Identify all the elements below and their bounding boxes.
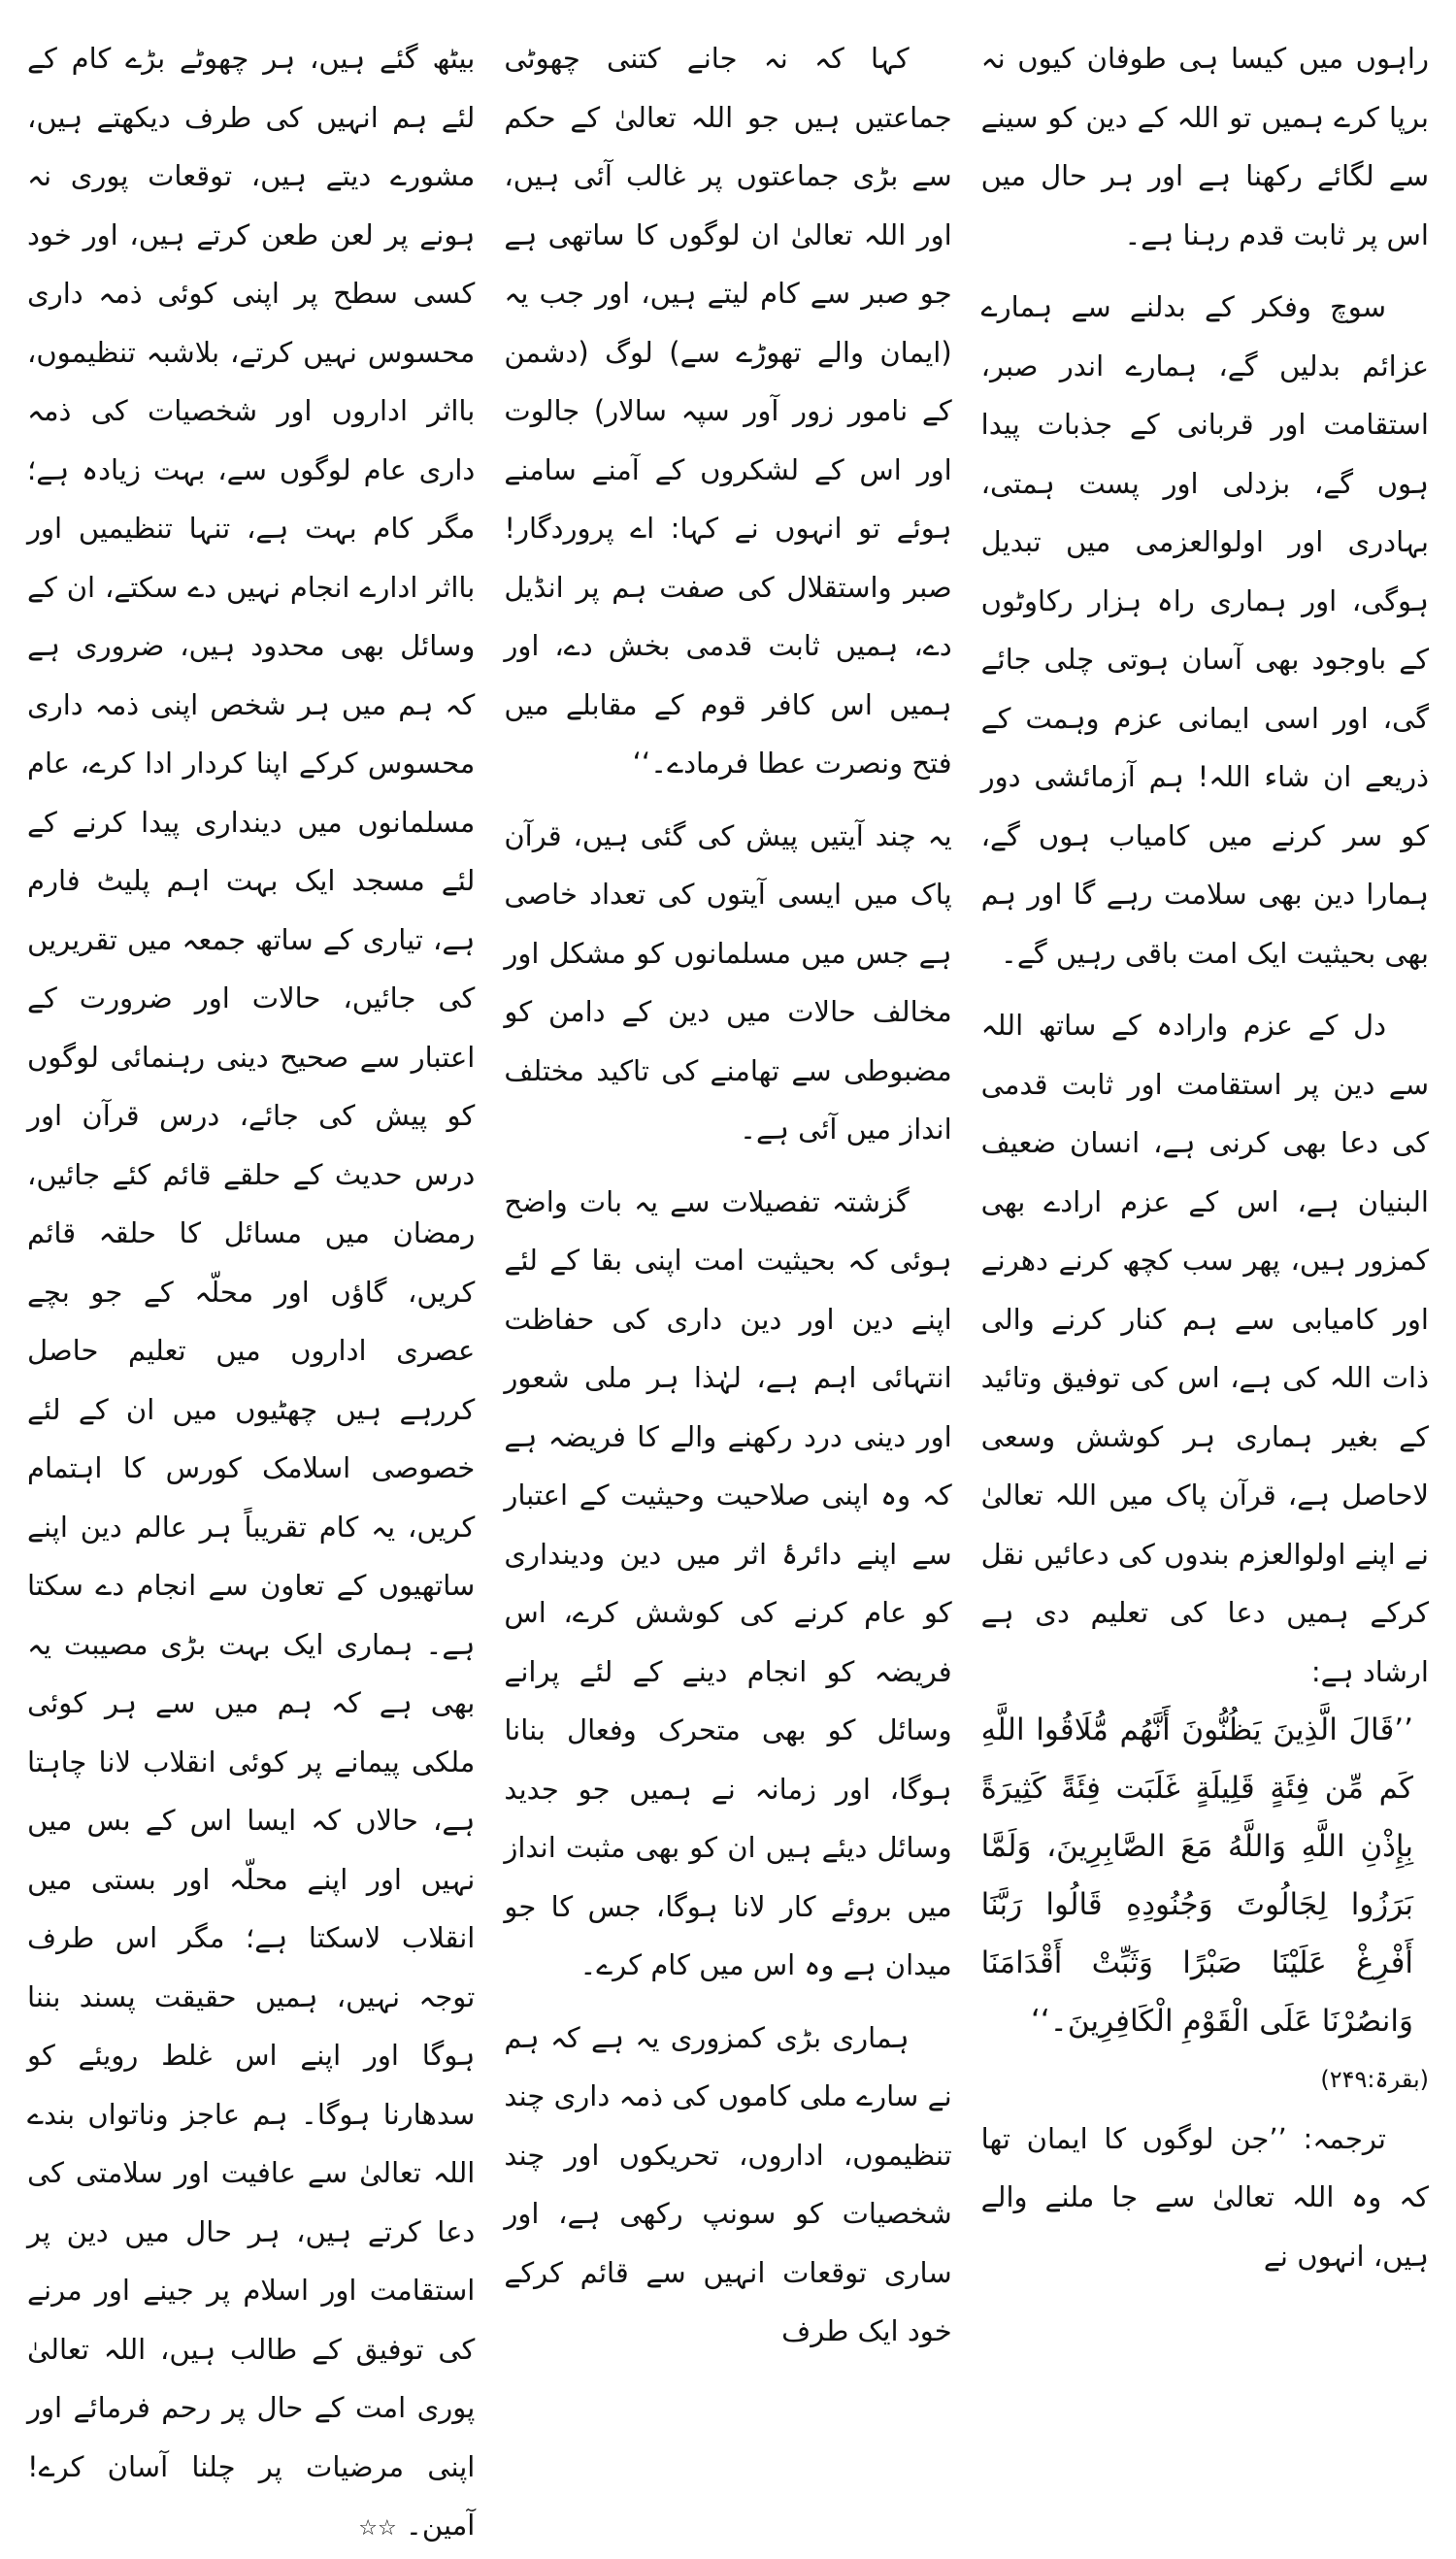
end-mark: ☆☆ — [358, 2516, 397, 2541]
column-left — [27, 29, 476, 2542]
paragraph: یہ چند آیتیں پیش کی گئی ہیں، قرآن پاک میں ایسی آیتوں کی تعداد خاصی ہے جس میں مسلمانوں کو مشکل اور مخالف حالات میں دین کے دامن کو مضبوطی سے تھامنے کی تاکید مختلف انداز میں آئی ہے۔ — [504, 818, 952, 1146]
paragraph-text: بیٹھ گئے ہیں، ہر چھوٹے بڑے کام کے لئے ہم انہیں کی طرف دیکھتے ہیں، مشورے دیتے ہیں، توقعات پوری نہ ہونے پر لعن طعن کرتے ہیں، اور خود کسی سطح پر اپنی کوئی ذمہ داری محسوس نہیں کرتے، بلاشبہ تنظیموں، بااثر اداروں اور شخصیات کی ذمہ داری عام لوگوں سے، بہت زیادہ ہے؛ مگر کام بہت ہے، تنہا تنظیمیں اور بااثر ادارے انجام نہیں دے سکتے، ان کے وسائل بھی محدود ہیں، ضروری ہے کہ ہم میں ہر شخص اپنی ذمہ داری محسوس کرکے اپنا کردار ادا کرے، عام مسلمانوں میں دینداری پیدا کرنے کے لئے مسجد ایک بہت اہم پلیٹ فارم ہے، تیاری کے ساتھ جمعہ میں تقریریں کی جائیں، حالات اور ضرورت کے اعتبار سے صحیح دینی رہنمائی لوگوں کو پیش کی جائے، درس قرآن اور درس حدیث کے حلقے قائم کئے جائیں، رمضان میں مسائل کا حلقہ قائم کریں، گاؤں اور محلّہ کے جو بچے عصری اداروں میں تعلیم حاصل کررہے ہیں چھٹیوں میں ان کے لئے خصوصی اسلامک کورس کا اہتمام کریں، یہ کام تقریباً ہر عالم دین اپنے ساتھیوں کے تعاون سے انجام دے سکتا ہے۔ ہماری ایک بہت بڑی مصیبت یہ بھی ہے کہ ہم میں سے ہر کوئی ملکی پیمانے پر کوئی انقلاب لانا چاہتا ہے، حالاں کہ ایسا اس کے بس میں نہیں اور اپنے محلّہ اور بستی میں انقلاب لاسکتا ہے؛ مگر اس طرف توجہ نہیں، ہمیں حقیقت پسند بننا ہوگا اور اپنے اس غلط رویئے کو سدھارنا ہوگا۔ ہم عاجز وناتواں بندے اللہ تعالیٰ سے عافیت اور سلامتی کی دعا کرتے ہیں، ہر حال میں دین پر استقامت اور اسلام پر جینے اور مرنے کی توفیق کے طالب ہیں، اللہ تعالیٰ پوری امت کے حال پر رحم فرمائے اور اپنی مرضیات پر چلنا آسان کرے! آمین۔ — [27, 42, 476, 2542]
paragraph — [27, 29, 475, 2559]
paragraph: سوچ وفکر کے بدلنے سے ہمارے عزائم بدلیں گے، ہمارے اندر صبر، استقامت اور قربانی کے جذبات پیدا ہوں گے، بزدلی اور پست ہمتی، بہادری اور اولوالعزمی میں تبدیل ہوگی، اور ہماری راہ ہزار رکاوٹوں کے باوجود بھی آسان ہوتی چلی جائے گی، اور اسی ایمانی عزم وہمت کے ذریعے ان شاء اللہ! ہم آزمائشی دور کو سر کرنے میں کامیاب ہوں گے، ہمارا دین بھی سلامت رہے گا اور ہم بھی بحیثیت ایک امت باقی رہیں گے۔ — [980, 290, 1429, 970]
quran-verse: ’’قَالَ الَّذِينَ يَظُنُّونَ أَنَّهُم مُّلَاقُوا اللَّهِ كَم مِّن فِئَةٍ قَلِيلَةٍ غَلَبَت فِئَةً كَثِيرَةً بِإِذْنِ اللَّهِ وَاللَّهُ مَعَ الصَّابِرِينَ، وَلَمَّا بَرَزُوا لِجَالُوتَ وَجُنُودِهِ قَالُوا رَبَّنَا أَفْرِغْ عَلَيْنَا صَبْرًا وَثَبِّتْ أَقْدَامَنَا وَانصُرْنَا عَلَى الْقَوْمِ الْكَافِرِينَ۔‘‘ — [980, 1712, 1413, 2039]
paragraph: راہوں میں کیسا ہی طوفان کیوں نہ برپا کرے ہمیں تو اللہ کے دین کو سینے سے لگائے رکھنا ہے اور ہر حال میں اس پر ثابت قدم رہنا ہے۔ — [980, 42, 1429, 251]
column-middle — [504, 29, 952, 2347]
paragraph: دل کے عزم وارادہ کے ساتھ اللہ سے دین پر استقامت اور ثابت قدمی کی دعا بھی کرنی ہے، انسان ضعیف البنیان ہے، اس کے عزم ارادے بھی کمزور ہیں، پھر سب کچھ کرنے دھرنے اور کامیابی سے ہم کنار کرنے والی ذات اللہ کی ہے، اس کی توفیق وتائید کے بغیر ہماری ہر کوشش وسعی لاحاصل ہے، قرآن پاک میں اللہ تعالیٰ نے اپنے اولوالعزم بندوں کی دعائیں نقل کرکے ہمیں دعا کی تعلیم دی ہے ارشاد ہے: — [980, 1009, 1429, 1688]
paragraph: کہا کہ نہ جانے کتنی چھوٹی جماعتیں ہیں جو اللہ تعالیٰ کے حکم سے بڑی جماعتوں پر غالب آئی ہیں، اور اللہ تعالیٰ ان لوگوں کا ساتھی ہے جو صبر سے کام لیتے ہیں، اور جب یہ (ایمان والے تھوڑے سے) لوگ (دشمن کے نامور زور آور سپہ سالار) جالوت اور اس کے لشکروں کے آمنے سامنے ہوئے تو انہوں نے کہا: اے پروردگار! صبر واستقلال کی صفت ہم پر انڈیل دے، ہمیں ثابت قدمی بخش دے، اور ہمیں اس کافر قوم کے مقابلے میں فتح ونصرت عطا فرمادے۔‘‘ — [504, 42, 952, 780]
paragraph: ہماری بڑی کمزوری یہ ہے کہ ہم نے سارے ملی کاموں کی ذمہ داری چند تنظیموں، اداروں، تحریکوں اور چند شخصیات کو سونپ رکھی ہے، اور ساری توقعات انہیں سے قائم کرکے خود ایک طرف — [504, 2020, 952, 2347]
verse-reference: (بقرۃ:۲۴۹) — [1320, 2066, 1429, 2093]
paragraph: گزشتہ تفصیلات سے یہ بات واضح ہوئی کہ بحیثیت امت اپنی بقا کے لئے اپنے دین اور دین داری کی حفاظت انتہائی اہم ہے، لہٰذا ہر ملی شعور اور دینی درد رکھنے والے کا فریضہ ہے کہ وہ اپنی صلاحیت وحیثیت کے اعتبار سے اپنے دائرۂ اثر میں دین ودینداری کو عام کرنے کی کوشش کرے، اس فریضہ کو انجام دینے کے لئے پرانے وسائل کو بھی متحرک وفعال بنانا ہوگا، اور زمانہ نے ہمیں جو جدید وسائل دیئے ہیں ان کو بھی مثبت انداز میں بروئے کار لانا ہوگا، جس کا جو میدان ہے وہ اس میں کام کرے۔ — [504, 1184, 952, 1981]
column-right — [980, 29, 1429, 2273]
translation: ترجمہ: ’’جن لوگوں کا ایمان تھا کہ وہ اللہ تعالیٰ سے جا ملنے والے ہیں، انہوں نے — [980, 2121, 1429, 2273]
